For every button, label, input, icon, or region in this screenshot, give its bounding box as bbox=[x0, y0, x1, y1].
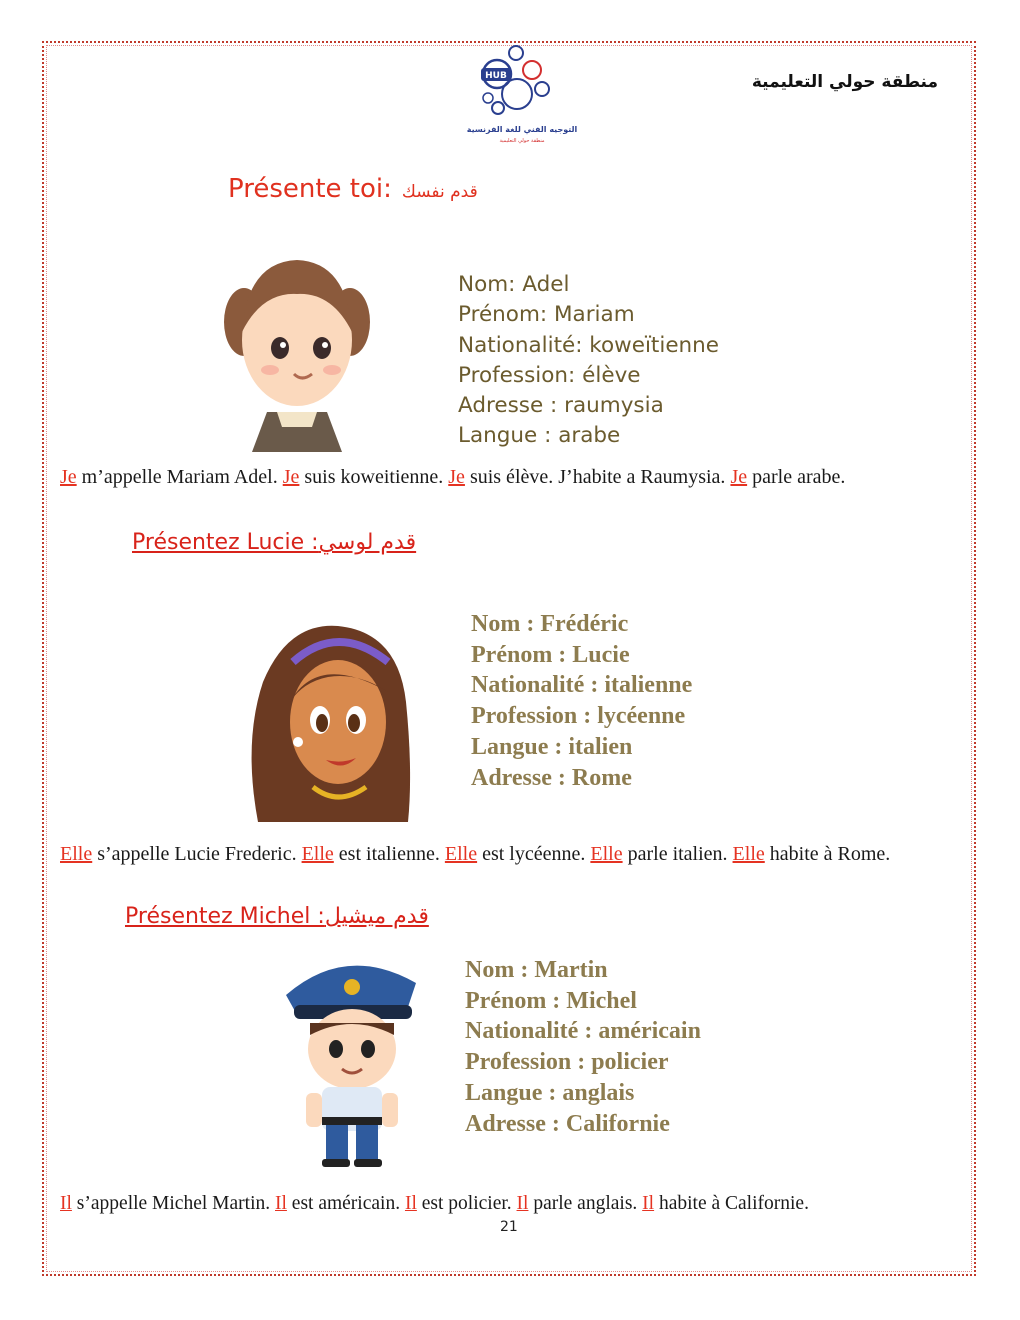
section1-title-ar: قدم نفسك bbox=[401, 182, 478, 202]
mariam-info-card bbox=[458, 270, 719, 452]
card-line: Adresse : Californie bbox=[465, 1110, 670, 1137]
card-line: Nationalité : italienne bbox=[471, 672, 693, 699]
logo-text: HUB bbox=[485, 71, 507, 81]
pronoun: Il bbox=[60, 1193, 72, 1214]
card-line: Profession: élève bbox=[458, 362, 641, 388]
pronoun: Il bbox=[516, 1193, 529, 1214]
pronoun: Il bbox=[642, 1193, 655, 1214]
sentence-text: s’appelle Michel Martin. bbox=[71, 1193, 275, 1214]
section3-title-fr: Présentez Michel : bbox=[125, 904, 325, 929]
page-number: 21 bbox=[500, 1219, 518, 1235]
michel-illustration bbox=[276, 953, 422, 1169]
pronoun: Il bbox=[275, 1193, 287, 1214]
sentence-text: parle arabe. bbox=[747, 466, 846, 488]
card-line: Adresse : raumysia bbox=[458, 393, 664, 419]
section3-title bbox=[125, 904, 429, 929]
card-line: Prénom: Mariam bbox=[458, 302, 635, 328]
card-line: Prénom : Lucie bbox=[471, 641, 630, 668]
brand-title: منطقة حولي التعليمية bbox=[751, 72, 938, 92]
sentence-text: est policier. bbox=[416, 1193, 517, 1214]
sentence-text: suis koweitienne. bbox=[299, 466, 449, 488]
section2-paragraph bbox=[60, 841, 960, 868]
sentence-text: habite à Californie. bbox=[654, 1193, 809, 1214]
pronoun: Elle bbox=[732, 843, 765, 865]
lucie-illustration bbox=[238, 622, 418, 822]
card-line: Profession : policier bbox=[465, 1049, 669, 1076]
sentence-text: est italienne. bbox=[333, 843, 445, 865]
sentence-text: habite à Rome. bbox=[764, 843, 891, 865]
sentence-text: parle anglais. bbox=[528, 1193, 643, 1214]
section1-title-fr: Présente toi: bbox=[228, 174, 392, 204]
card-line: Nom : Martin bbox=[465, 957, 608, 983]
pronoun: Je bbox=[60, 466, 77, 488]
sentence-text: suis élève. J’habite a Raumysia. bbox=[464, 466, 731, 488]
section1-title bbox=[228, 174, 478, 204]
lucie-info-card bbox=[471, 609, 692, 793]
hub-logo bbox=[452, 44, 592, 148]
card-line: Nom : Frédéric bbox=[471, 611, 629, 637]
pronoun: Il bbox=[404, 1193, 417, 1214]
pronoun: Elle bbox=[301, 843, 334, 865]
pronoun: Je bbox=[448, 466, 465, 488]
logo-subcaption: منطقة حولي التعليمية bbox=[499, 138, 545, 144]
sentence-text: est lycéenne. bbox=[477, 843, 591, 865]
pronoun: Elle bbox=[60, 843, 93, 865]
card-line: Adresse : Rome bbox=[471, 764, 632, 791]
card-line: Langue : arabe bbox=[458, 423, 621, 449]
pronoun: Je bbox=[282, 466, 300, 488]
logo-caption: التوجيه الفني للغة الفرنسية bbox=[466, 125, 578, 134]
sentence-text: est américain. bbox=[286, 1193, 405, 1214]
card-line: Langue : anglais bbox=[465, 1079, 635, 1106]
pronoun: Elle bbox=[590, 843, 623, 865]
sentence-text: s’appelle Lucie Frederic. bbox=[92, 843, 302, 865]
section3-title-ar: قدم ميشيل bbox=[324, 904, 429, 929]
card-line: Prénom : Michel bbox=[465, 987, 637, 1014]
sentence-text: parle italien. bbox=[622, 843, 733, 865]
section2-title bbox=[132, 530, 416, 555]
card-line: Nationalité: koweïtienne bbox=[458, 332, 720, 358]
section3-paragraph bbox=[60, 1190, 960, 1217]
sentence-text: m’appelle Mariam Adel. bbox=[76, 466, 283, 488]
section2-title-ar: قدم لوسي bbox=[318, 530, 417, 555]
pronoun: Je bbox=[730, 466, 748, 488]
card-line: Profession : lycéenne bbox=[471, 703, 686, 730]
card-line: Nom: Adel bbox=[458, 272, 570, 297]
section2-title-fr: Présentez Lucie : bbox=[132, 530, 319, 555]
michel-info-card bbox=[465, 955, 701, 1139]
card-line: Nationalité : américain bbox=[465, 1018, 701, 1045]
pronoun: Elle bbox=[444, 843, 478, 865]
mariam-illustration bbox=[222, 252, 372, 452]
card-line: Langue : italien bbox=[471, 733, 633, 760]
section1-paragraph bbox=[60, 464, 960, 491]
